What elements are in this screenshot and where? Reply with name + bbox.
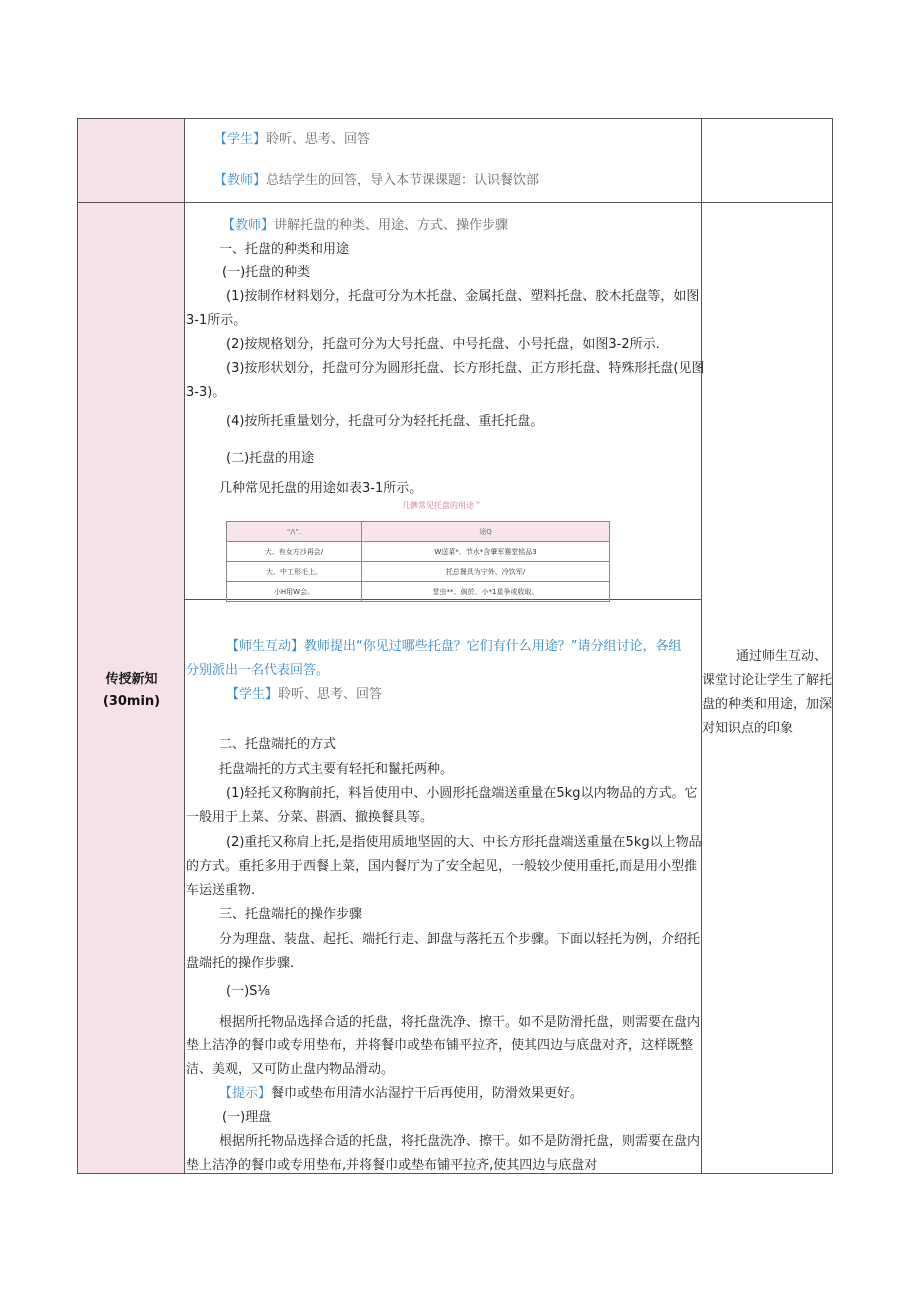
interaction-line-a: 【师生互动】教师提出“你见过哪些托盘？它们有什么用途？”请分组讨论，各组 [226,639,682,654]
step-1-para-a: 根据所托物品选择合适的托盘，将托盘洗净、擦干。如不是防滑托盘，则需要在盘内 [219,1015,701,1030]
step-1-para-b: 垫上洁净的餐巾或专用垫布，并将餐巾或垫布铺平拉齐，使其四边与底盘对齐，这样既整 [186,1038,694,1053]
step-1b-para-a: 根据所托物品选择合适的托盘，将托盘洗净、擦干。如不是防滑托盘，则需要在盘内 [219,1134,701,1149]
subheading-step-1: (一)S⅛ [226,984,270,999]
subheading-step-1b: (一)理盘 [222,1110,272,1125]
table-cell: 堂虫**、倘於、小*1星争或收取。 [362,582,610,602]
para-5: 几种常见托盘的用途如表3-1所示。 [219,481,423,496]
para-4: (4)按所托重量划分，托盘可分为轻托托盘、重托托盘。 [226,414,544,429]
table-row [227,562,610,582]
table-header-cell: 途Q [362,522,610,542]
heading-2-para: 托盘端托的方式主要有轻托和鬣托两种。 [219,762,454,777]
tip-line: 【提示】餐巾或垫布用清水沾湿拧干后再使用，防滑效果更好。 [219,1086,584,1101]
heading-3: 三、托盘端托的操作步骤 [219,907,363,922]
para-2: (2)按规格划分，托盘可分为大号托盘、中号托盘、小号托盘，如图3-2所示. [226,337,660,352]
heading-2: 二、托盘端托的方式 [219,737,337,752]
table-caption: 几髀常见托盘的用途＂ [402,501,482,510]
subheading-types: (一)托盘的种类 [222,265,311,280]
teacher-line: 【教师】总结学生的回答，导入本节课课题：认识餐饮部 [214,173,540,188]
table-header-cell: “/\”. [227,522,362,542]
note-line-4: 对知识点的印象 [702,721,794,736]
table-cell: 小H用W会。 [227,582,362,602]
table-cell: 大、有女方沙再会/ [227,542,362,562]
step-1-para-c: 洁、美观，又可防止盘内物品滑动。 [186,1062,395,1077]
table-row [227,582,610,602]
interaction-line-b: 分别派出一名代表回答。 [186,663,330,678]
para-3b: 3-3)。 [186,385,226,400]
student-line: 【学生】聆听、思考、回答 [214,132,371,147]
heavy-tray-a: (2)重托又称肩上托,是指使用质地坚固的大、中长方形托盘端送重量在5kg以上物品 [226,835,702,850]
tray-uses-table [226,521,610,602]
heading-1: 一、托盘的种类和用途 [219,242,350,257]
table-cell: W送菜*、节水*含肇军褰堂铭品3 [362,542,610,562]
step-1b-para-b: 垫上洁净的餐巾或专用垫布,并将餐巾或垫布铺平拉齐,使其四边与底盘对 [186,1158,598,1173]
para-1b: 3-1所示。 [186,313,247,328]
row-divider [78,202,832,203]
table-header-row [227,522,610,542]
light-tray-b: 一般用于上菜、分菜、斟酒、撤换餐具等。 [186,810,434,825]
note-line-2: 课堂讨论让学生了解托 [702,673,833,688]
table-cell: 大、中工形毛上。 [227,562,362,582]
heading-3-para-a: 分为理盘、装盘、起托、端托行走、卸盘与落托五个步骤。下面以轻托为例，介绍托 [219,932,701,947]
para-3a: (3)按形状划分，托盘可分为圆形托盘、长方形托盘、正方形托盘、特殊形托盘(见图 [226,361,705,376]
subheading-uses: (二)托盘的用途 [226,451,315,466]
section-title: 传授新知 [105,672,158,687]
heading-3-para-b: 盘端托的操作步骤. [186,956,295,971]
note-line-1: 通过师生互动、 [736,649,828,664]
student-line-2: 【学生】聆听、思考、回答 [226,687,383,702]
notes-column [701,119,832,1173]
light-tray-a: (1)轻托又称胸前托，料旨使用中、小圆形托盘端送重量在5kg以内物品的方式。它 [226,786,698,801]
section-column [78,119,185,1173]
table-row [227,542,610,562]
teacher-intro: 【教师】讲解托盘的种类、用途、方式、操作步骤 [222,218,509,233]
table-cell: 托总餐具为宁外、冷饮军/ [362,562,610,582]
para-1a: (1)按制作材料划分，托盘可分为木托盘、金属托盘、塑料托盘、胶木托盘等，如图 [226,289,700,304]
heavy-tray-c: 车运送重物. [186,883,256,898]
note-line-3: 盘的种类和用途，加深 [702,697,833,712]
heavy-tray-b: 的方式。重托多用于西餐上菜，国内餐厅为了安全起见，一般较少使用重托,而是用小型推 [186,859,698,874]
section-duration: (30min) [102,694,161,709]
